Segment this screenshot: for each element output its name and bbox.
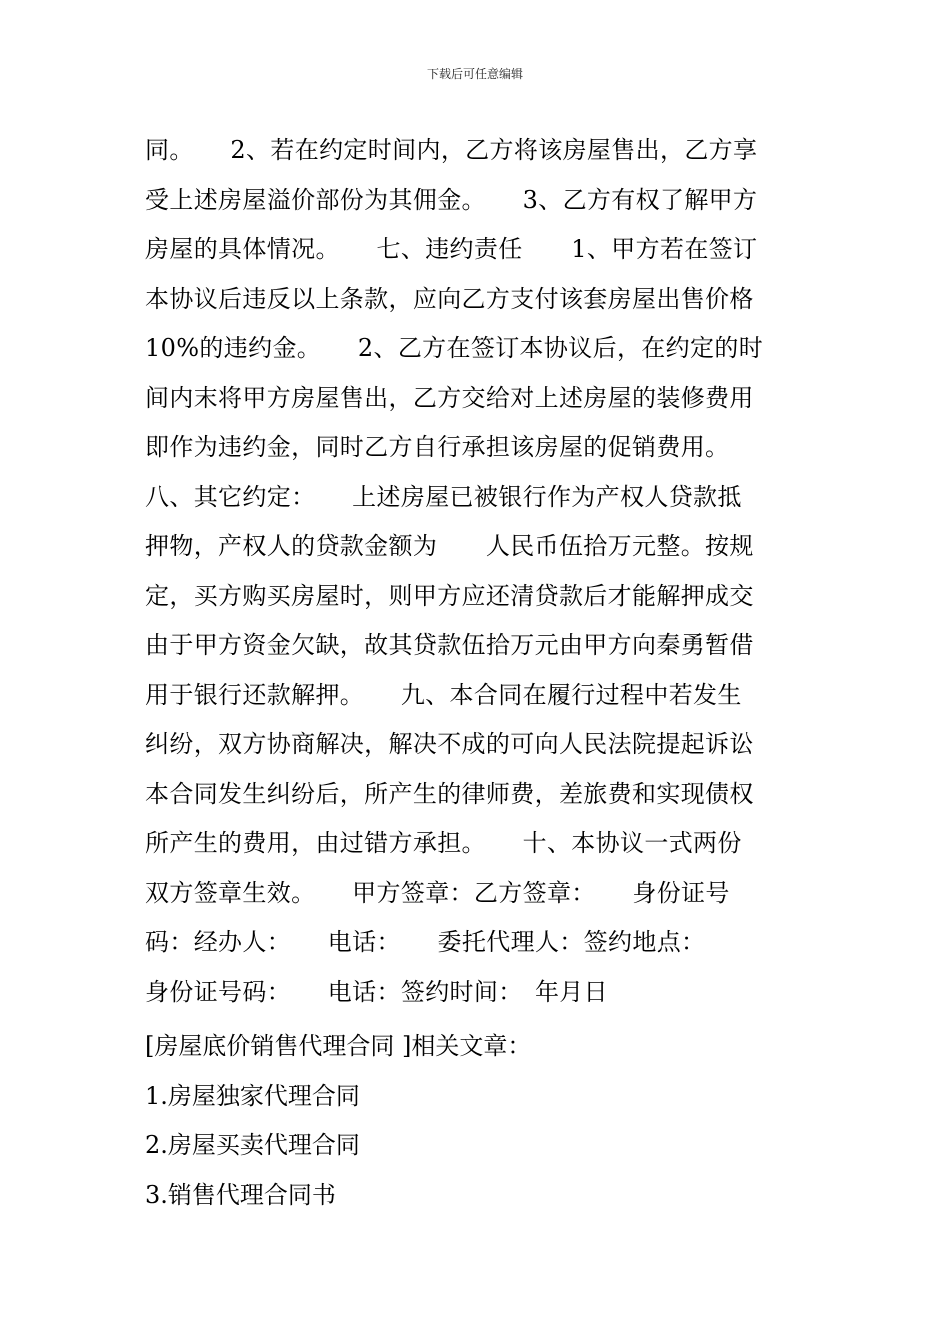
related-heading: [房屋底价销售代理合同 ]相关文章：	[145, 1032, 532, 1060]
body-line: 房屋的具体情况。 七、违约责任 1、甲方若在签订	[145, 235, 758, 263]
related-articles	[145, 1022, 815, 1220]
body-line: 纠纷，双方协商解决，解决不成的可向人民法院提起诉讼	[145, 730, 754, 758]
related-link-2[interactable]: 2.房屋买卖代理合同	[145, 1131, 360, 1159]
body-line: 定，买方购买房屋时，则甲方应还清贷款后才能解押成交	[145, 581, 754, 610]
body-line: 同。 2、若在约定时间内，乙方将该房屋售出，乙方享	[145, 136, 758, 164]
related-link-1[interactable]: 1.房屋独家代理合同	[145, 1081, 360, 1110]
body-line: 所产生的费用，由过错方承担。 十、本协议一式两份	[145, 829, 742, 857]
body-line: 即作为违约金，同时乙方自行承担该房屋的促销费用。	[145, 433, 730, 461]
body-line: 身份证号码： 电话：签约时间： 年月日	[145, 977, 608, 1006]
contract-body	[145, 126, 815, 1017]
body-line: 受上述房屋溢价部份为其佣金。 3、乙方有权了解甲方	[145, 185, 758, 214]
body-line: 押物，产权人的贷款金额为 人民币伍拾万元整。按规	[145, 532, 754, 560]
body-line: 用于银行还款解押。 九、本合同在履行过程中若发生	[145, 680, 742, 709]
body-line: 由于甲方资金欠缺，故其贷款伍拾万元由甲方向秦勇暂借	[145, 631, 754, 659]
related-link-3[interactable]: 3.销售代理合同书	[145, 1180, 336, 1209]
body-line: 码：经办人： 电话： 委托代理人：签约地点：	[145, 928, 706, 956]
body-line: 八、其它约定： 上述房屋已被银行作为产权人贷款抵	[145, 482, 742, 511]
body-line: 10%的违约金。 2、乙方在签订本协议后，在约定的时	[145, 334, 764, 362]
body-line: 本协议后违反以上条款，应向乙方支付该套房屋出售价格	[145, 284, 754, 313]
page-header: 下载后可任意编辑	[426, 67, 523, 81]
body-line: 双方签章生效。 甲方签章：乙方签章： 身份证号	[145, 878, 730, 907]
body-line: 本合同发生纠纷后，所产生的律师费，差旅费和实现债权	[145, 779, 754, 808]
body-line: 间内末将甲方房屋售出，乙方交给对上述房屋的装修费用	[145, 383, 754, 412]
